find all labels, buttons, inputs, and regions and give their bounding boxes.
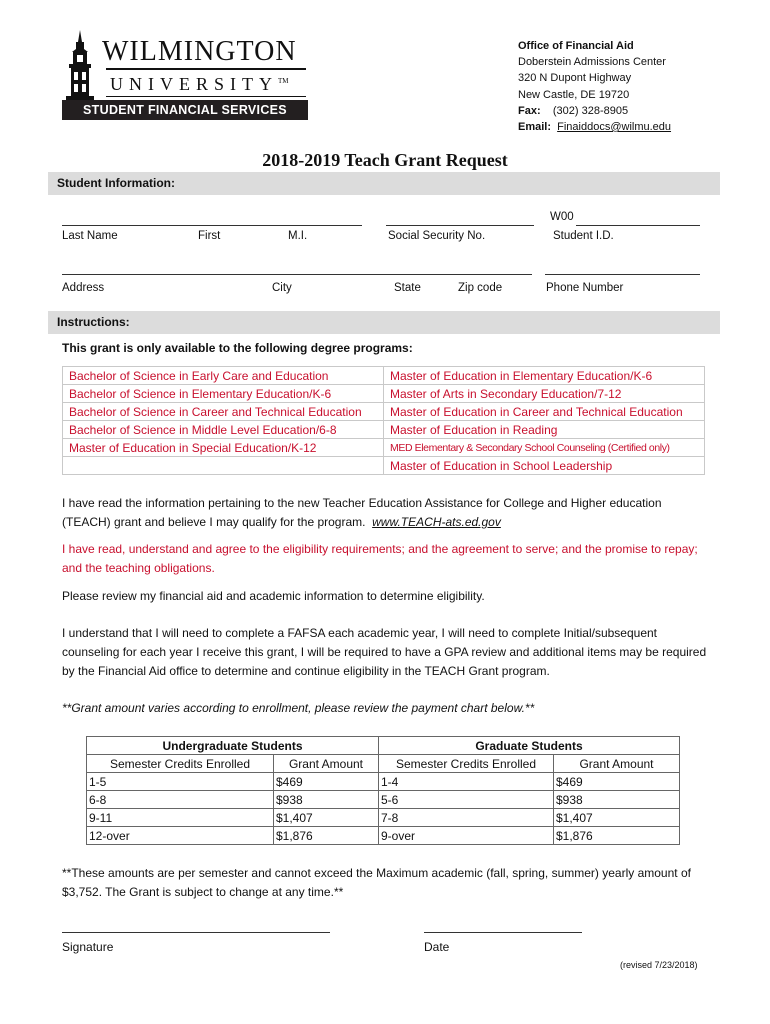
office-name: Office of Financial Aid	[518, 40, 634, 52]
program-cell: Master of Education in School Leadership	[384, 457, 705, 475]
amount-cell: $1,876	[274, 827, 379, 845]
program-cell: Master of Arts in Secondary Education/7-12	[384, 385, 705, 403]
amount-cell: $469	[554, 773, 680, 791]
city-label: City	[272, 282, 292, 294]
university-logo	[62, 30, 310, 122]
credits-cell: 1-4	[379, 773, 554, 791]
office-city: New Castle, DE 19720	[518, 88, 630, 101]
program-cell	[63, 457, 384, 475]
program-cell: Bachelor of Science in Middle Level Education/6-8	[63, 421, 384, 439]
office-email	[518, 119, 671, 135]
amount-cell: $938	[554, 791, 680, 809]
table-row	[63, 457, 705, 475]
amount-limit-note: **These amounts are per semester and cannot exceed the Maximum academic (fall, spring, summer) yearly amount of $3,752. The Grant is subject to change at any time.**	[62, 866, 691, 899]
phone-label: Phone Number	[546, 282, 624, 294]
state-label: State	[394, 282, 421, 294]
amount-cell: $469	[274, 773, 379, 791]
trademark: TM	[278, 77, 289, 85]
name-field-line[interactable]	[62, 225, 362, 226]
instructions-intro: This grant is only available to the following degree programs:	[62, 341, 413, 355]
table-row	[63, 367, 705, 385]
grant-amount-note: **Grant amount varies according to enrollment, please review the payment chart below.**	[62, 701, 535, 715]
program-cell: Master of Education in Career and Technical Education	[384, 403, 705, 421]
table-row	[87, 737, 680, 755]
table-row	[63, 439, 705, 457]
office-street: 320 N Dupont Highway	[518, 72, 632, 85]
credits-column-header: Semester Credits Enrolled	[379, 755, 554, 773]
signature-field-line[interactable]	[62, 932, 330, 933]
amount-cell: $1,407	[274, 809, 379, 827]
first-name-label: First	[198, 230, 221, 242]
logo-rule-lower	[106, 96, 306, 97]
qualify-text: I have read the information pertaining to the new Teacher Education Assistance for College and Higher education (TEACH) grant and believe I may qualify for the program.	[62, 496, 662, 529]
grad-heading: Graduate Students	[379, 737, 680, 755]
table-row	[87, 755, 680, 773]
student-info-heading: Student Information:	[48, 172, 720, 195]
fax-number: (302) 328-8905	[552, 104, 629, 117]
instructions-heading: Instructions:	[48, 311, 720, 334]
amount-cell: $1,407	[554, 809, 680, 827]
qualify-statement	[62, 494, 712, 532]
credits-column-header: Semester Credits Enrolled	[87, 755, 274, 773]
office-contact-block	[518, 38, 671, 135]
logo-department-bar: STUDENT FINANCIAL SERVICES	[62, 100, 308, 120]
program-cell: Master of Education in Special Education/K-12	[63, 439, 384, 457]
phone-field-line[interactable]	[545, 274, 700, 275]
program-cell: Master of Education in Elementary Education/K-6	[384, 367, 705, 385]
revision-date: (revised 7/23/2018)	[620, 960, 698, 970]
amount-cell: $1,876	[554, 827, 680, 845]
credits-cell: 9-11	[87, 809, 274, 827]
table-row	[63, 385, 705, 403]
requirements-statement: I understand that I will need to complete a FAFSA each academic year, I will need to complete Initial/subsequent counseling for each year I receive this grant, I will be required to have a GPA review and additional items may be required by the Financial Aid office to determine and continue eligibility in the TEACH Grant program.	[62, 626, 707, 678]
undergrad-heading: Undergraduate Students	[87, 737, 379, 755]
logo-wordmark: WILMINGTON	[102, 36, 297, 67]
student-id-label: Student I.D.	[553, 230, 614, 242]
program-cell: Bachelor of Science in Elementary Education/K-6	[63, 385, 384, 403]
table-row	[63, 421, 705, 439]
fax-label: Fax:	[518, 104, 541, 117]
office-fax	[518, 103, 671, 119]
program-cell: Bachelor of Science in Early Care and Education	[63, 367, 384, 385]
address-label: Address	[62, 282, 105, 294]
payment-chart-table	[86, 736, 680, 845]
email-label: Email:	[518, 121, 552, 134]
table-row	[87, 809, 680, 827]
middle-initial-label: M.I.	[288, 230, 308, 242]
amount-column-header: Grant Amount	[274, 755, 379, 773]
agreement-statement: I have read, understand and agree to the eligibility requirements; and the agreement to serve; and the promise to repay; and the teaching obligations.	[62, 542, 698, 575]
review-statement: Please review my financial aid and academic information to determine eligibility.	[62, 589, 485, 603]
credits-cell: 1-5	[87, 773, 274, 791]
clock-tower-icon	[64, 30, 96, 100]
table-row	[63, 403, 705, 421]
office-building: Doberstein Admissions Center	[518, 56, 666, 69]
email-link[interactable]: Finaiddocs@wilmu.edu	[557, 121, 672, 134]
logo-subtitle	[110, 74, 289, 95]
logo-subtitle-text: UNIVERSITY	[110, 74, 278, 94]
degree-programs-table	[62, 366, 705, 475]
table-row	[87, 791, 680, 809]
address-field-line[interactable]	[62, 274, 532, 275]
date-field-line[interactable]	[424, 932, 582, 933]
table-row	[87, 827, 680, 845]
credits-cell: 9-over	[379, 827, 554, 845]
last-name-label: Last Name	[62, 230, 118, 242]
ssn-field-line[interactable]	[386, 225, 534, 226]
signature-label: Signature	[62, 940, 114, 954]
program-cell: MED Elementary & Secondary School Counseling (Certified only)	[384, 439, 705, 457]
amount-column-header: Grant Amount	[554, 755, 680, 773]
table-row	[87, 773, 680, 791]
logo-rule	[106, 68, 306, 70]
zip-label: Zip code	[458, 282, 503, 294]
credits-cell: 7-8	[379, 809, 554, 827]
ssn-label: Social Security No.	[388, 230, 486, 242]
page-title: 2018-2019 Teach Grant Request	[262, 150, 508, 170]
credits-cell: 12-over	[87, 827, 274, 845]
student-id-field-line[interactable]	[576, 225, 700, 226]
date-label: Date	[424, 940, 450, 954]
teach-website-link[interactable]: www.TEACH-ats.ed.gov	[372, 515, 501, 529]
student-id-prefix: W00	[550, 211, 574, 223]
program-cell: Bachelor of Science in Career and Technical Education	[63, 403, 384, 421]
credits-cell: 5-6	[379, 791, 554, 809]
credits-cell: 6-8	[87, 791, 274, 809]
amount-cell: $938	[274, 791, 379, 809]
program-cell: Master of Education in Reading	[384, 421, 705, 439]
